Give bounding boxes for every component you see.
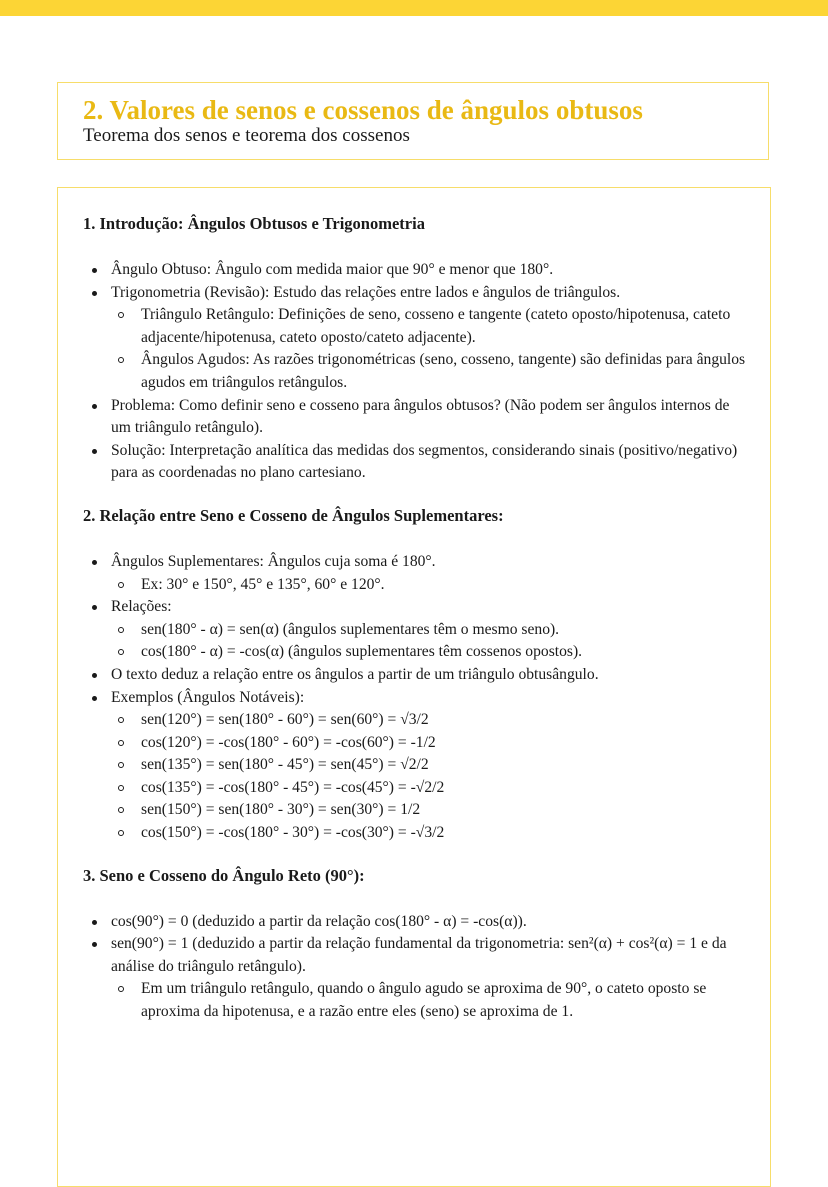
list-item [83,933,752,1023]
sub-list-item: sen(150°) = sen(180° - 30°) = sen(30°) = 1/2 [111,799,752,822]
sub-list-item: cos(180° - α) = -cos(α) (ângulos suplementares têm cossenos opostos). [111,641,752,664]
sub-list-item: Triângulo Retângulo: Definições de seno, cosseno e tangente (cateto oposto/hipotenusa, cateto adjacente/hipotenusa, cateto oposto/cateto adjacente). [111,304,752,349]
section-2-list [83,551,752,845]
list-item [83,551,752,596]
title-box [57,82,769,160]
list-item [83,282,752,395]
list-item-text: Exemplos (Ângulos Notáveis): [111,688,305,706]
page-subtitle: Teorema dos senos e teorema dos cossenos [83,125,410,146]
sub-list-item: sen(135°) = sen(180° - 45°) = sen(45°) = √2/2 [111,754,752,777]
page-title: 2. Valores de senos e cossenos de ângulos obtusos [83,95,643,125]
list-item: cos(90°) = 0 (deduzido a partir da relação cos(180° - α) = -cos(α)). [83,911,752,934]
sub-list-item: cos(120°) = -cos(180° - 60°) = -cos(60°) = -1/2 [111,732,752,755]
section-3-list [83,911,752,1024]
list-item [83,596,752,664]
section-heading-suplementares: 2. Relação entre Seno e Cosseno de Ângulos Suplementares: [83,505,504,525]
sub-list [111,709,752,845]
list-item-text: sen(90°) = 1 (deduzido a partir da relação fundamental da trigonometria: sen²(α) + cos²(α) = 1 e da análise do triângulo retângulo). [111,935,727,975]
top-accent-bar [0,0,828,16]
sub-list [111,619,752,664]
list-item-text: Ângulos Suplementares: Ângulos cuja soma é 180°. [111,552,436,570]
content-box [57,187,771,1187]
sub-list-item: sen(180° - α) = sen(α) (ângulos suplementares têm o mesmo seno). [111,619,752,642]
list-item [83,687,752,845]
sub-list [111,304,752,394]
section-heading-angulo-reto: 3. Seno e Cosseno do Ângulo Reto (90°): [83,865,365,885]
list-item-text: Relações: [111,598,172,616]
section-heading-introducao: 1. Introdução: Ângulos Obtusos e Trigonometria [83,214,425,233]
sub-list [111,574,752,597]
list-item: O texto deduz a relação entre os ângulos a partir de um triângulo obtusângulo. [83,664,752,687]
sub-list-item: Ex: 30° e 150°, 45° e 135°, 60° e 120°. [111,574,752,597]
list-item: Ângulo Obtuso: Ângulo com medida maior que 90° e menor que 180°. [83,259,752,282]
sub-list [111,978,752,1023]
list-item: Solução: Interpretação analítica das medidas dos segmentos, considerando sinais (positivo/negativo) para as coordenadas no plano cartesiano. [83,440,752,485]
sub-list-item: cos(135°) = -cos(180° - 45°) = -cos(45°) = -√2/2 [111,777,752,800]
sub-list-item: Ângulos Agudos: As razões trigonométricas (seno, cosseno, tangente) são definidas para ângulos agudos em triângulos retângulos. [111,349,752,394]
list-item-text: Trigonometria (Revisão): Estudo das relações entre lados e ângulos de triângulos. [111,283,621,301]
list-item: Problema: Como definir seno e cosseno para ângulos obtusos? (Não podem ser ângulos internos de um triângulo retângulo). [83,395,752,440]
section-1-list [83,259,752,485]
sub-list-item: Em um triângulo retângulo, quando o ângulo agudo se aproxima de 90°, o cateto oposto se aproxima da hipotenusa, e a razão entre eles (seno) se aproxima de 1. [111,978,752,1023]
sub-list-item: cos(150°) = -cos(180° - 30°) = -cos(30°) = -√3/2 [111,822,752,845]
sub-list-item: sen(120°) = sen(180° - 60°) = sen(60°) = √3/2 [111,709,752,732]
